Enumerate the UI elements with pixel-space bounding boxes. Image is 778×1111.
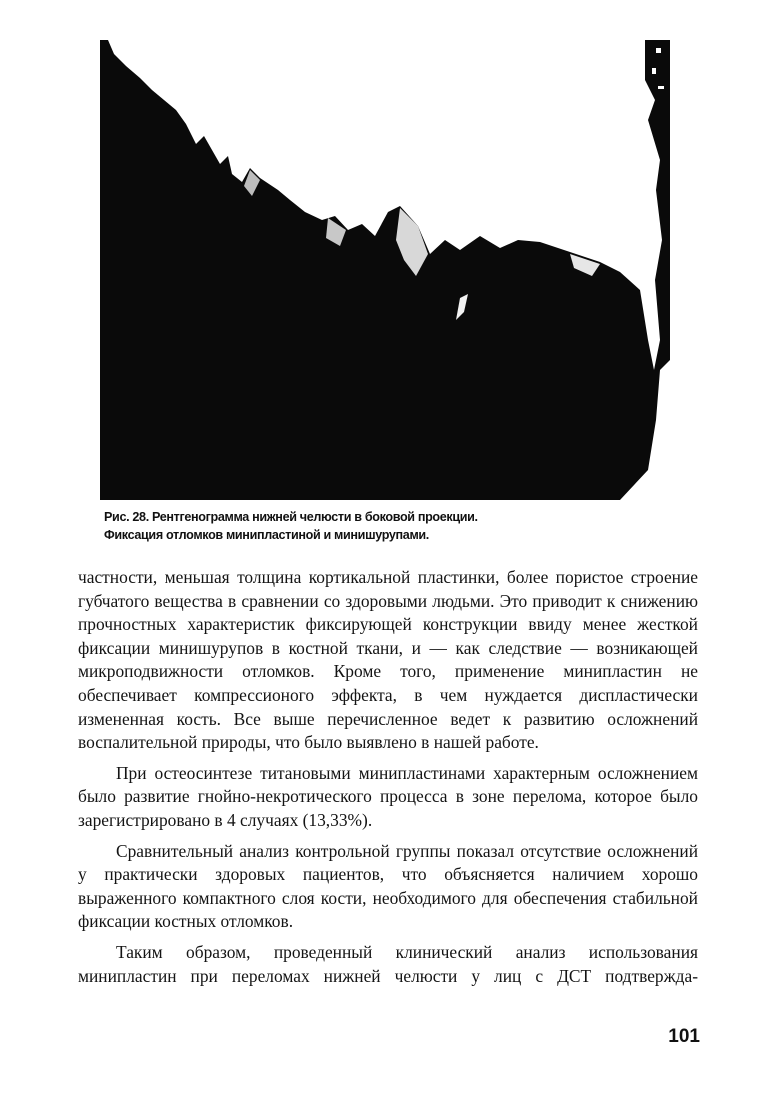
paragraph-2: При остеосинтезе титановыми минипластинами характерным осложнением было развитие гнойно-некротического процесса в зоне перелома, которое было зарегистрировано в 4 случаях (13,33%). xyxy=(78,762,698,830)
xray-image xyxy=(100,40,670,500)
caption-text-1: Рентгенограмма нижней челюсти в боковой проекции. xyxy=(148,510,478,524)
xray-figure xyxy=(100,40,670,500)
page-number: 101 xyxy=(668,1026,700,1047)
paragraph-1: частности, меньшая толщина кортикальной пластинки, более пористое строение губчатого вещества в сравнении со здоровыми людьми. Это приводит к снижению прочностных характеристик фиксирующей конструкции ввиду менее жесткой фиксации минишурупов в костной ткани, и — как следствие — возникающей микроподвижности отломков. Кроме того, применение минипластин не обеспечивает компрессионого эффекта, в чем нуждается диспластически измененная кость. Все выше перечисленное ведет к развитию осложнений воспалительной природы, что было выявлено в нашей работе. xyxy=(78,567,698,753)
caption-label: Рис. 28. xyxy=(104,510,149,524)
caption-text-2: Фиксация отломков минипластиной и минишурупами. xyxy=(104,528,429,542)
body-text xyxy=(78,566,698,988)
caption-line-1 xyxy=(104,508,664,526)
paragraph-3: Сравнительный анализ контрольной группы показал отсутствие осложнений у практически здоровых пациентов, что объясняется наличием хорошо выраженного компактного слоя кости, необходимого для обеспечения стабильной фиксации костных отломков. xyxy=(78,840,698,932)
paragraph-4: Таким образом, проведенный клинический анализ использования минипластин при переломах нижней челюсти у лиц с ДСТ подтвержда- xyxy=(78,941,698,986)
figure-caption xyxy=(104,508,664,544)
